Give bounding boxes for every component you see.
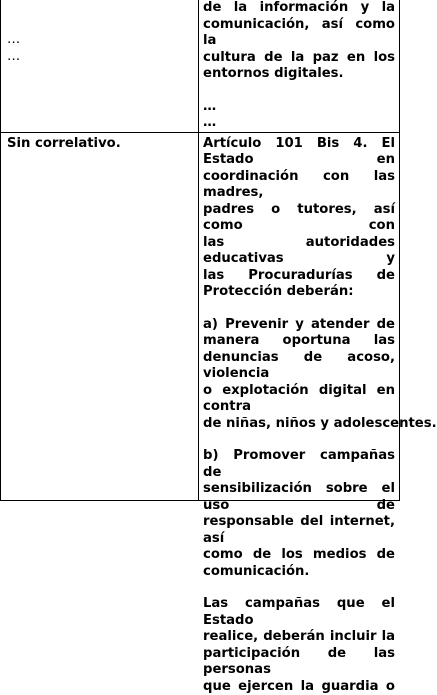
text-line: las autoridades educativas y <box>203 235 395 268</box>
text-line: entornos digitales. <box>203 66 395 83</box>
item-b-paragraph <box>203 448 395 580</box>
article-paragraph <box>203 136 395 301</box>
table-row <box>1 132 400 500</box>
text-line: manera oportuna las <box>203 333 395 350</box>
text-line: las Procuradurías de <box>203 268 395 285</box>
text-line: Las campañas que el Estado <box>203 596 395 629</box>
text-line: a) Prevenir y atender de <box>203 317 395 334</box>
ellipsis: … <box>203 115 395 132</box>
text-line: Protección deberán: <box>203 284 395 301</box>
text-line: padres o tutores, así como con <box>203 202 395 235</box>
text-line: o explotación digital en contra <box>203 383 395 416</box>
closing-paragraph <box>203 596 395 695</box>
text-line: coordinación con las madres, <box>203 169 395 202</box>
ellipsis: … <box>7 49 194 66</box>
text-line: realice, deberán incluir la <box>203 629 395 646</box>
text-line: Artículo 101 Bis 4. El Estado en <box>203 136 395 169</box>
table-row <box>1 0 400 132</box>
text-line: responsable del internet, así <box>203 514 395 547</box>
table-cell-right <box>199 0 400 132</box>
text-line: participación de las personas <box>203 646 395 679</box>
no-correlative-label: Sin correlativo. <box>7 136 194 153</box>
ellipsis: … <box>203 99 395 116</box>
ellipsis: … <box>7 32 194 49</box>
text-line: de niñas, niños y adolescentes. <box>203 416 395 433</box>
text-line: denuncias de acoso, violencia <box>203 350 395 383</box>
text-line: de la información y la <box>203 0 395 17</box>
text-line: que ejercen la guardia o <box>203 679 395 695</box>
table-cell-right <box>199 132 400 500</box>
text-line: como de los medios de <box>203 547 395 564</box>
item-a-paragraph <box>203 317 395 433</box>
text-line: b) Promover campañas de <box>203 448 395 481</box>
text-line: cultura de la paz en los <box>203 50 395 67</box>
table-cell-left <box>1 0 199 132</box>
text-line: sensibilización sobre el uso de <box>203 481 395 514</box>
text-line: comunicación, así como la <box>203 17 395 50</box>
text-line: comunicación. <box>203 564 395 581</box>
table-cell-left <box>1 132 199 500</box>
